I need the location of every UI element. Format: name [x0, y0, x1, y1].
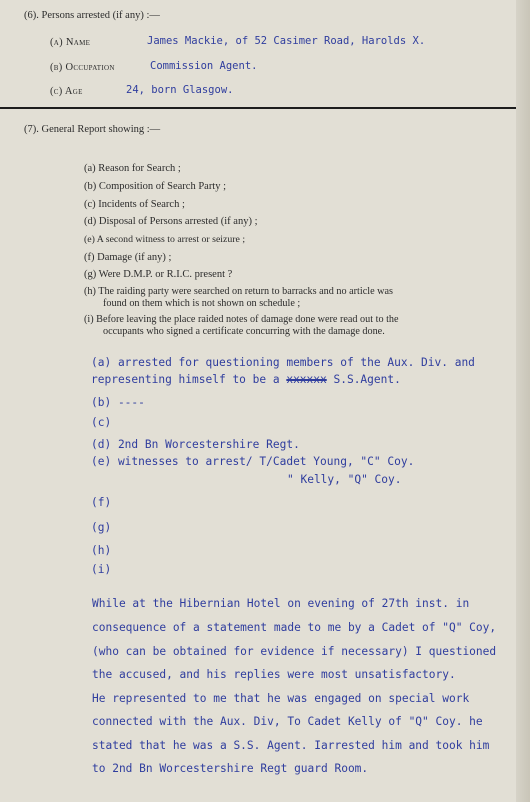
- struck-word: xxxxxx: [286, 373, 327, 386]
- answer-a-line1: (a) arrested for questioning members of the Aux. Div. and: [91, 356, 475, 369]
- answer-i: (i): [91, 563, 112, 576]
- answer-d: (d) 2nd Bn Worcestershire Regt.: [91, 438, 300, 451]
- occupation-label: (b) Occupation: [50, 62, 115, 73]
- name-value: James Mackie, of 52 Casimer Road, Harolds X.: [147, 35, 426, 47]
- answer-g: (g): [91, 521, 112, 534]
- report-item-i-line1: (i) Before leaving the place raided notes of damage done were read out to the: [84, 314, 399, 325]
- answer-f: (f): [91, 496, 112, 509]
- answer-h: (h): [91, 544, 112, 557]
- report-item-g: (g) Were D.M.P. or R.I.C. present ?: [84, 269, 233, 280]
- narrative-line-3: (who can be obtained for evidence if necessary) I questioned: [92, 645, 497, 658]
- narrative-line-4: the accused, and his replies were most unsatisfactory.: [92, 668, 456, 681]
- page-edge: [516, 0, 530, 802]
- answer-c: (c): [91, 416, 112, 429]
- answer-a-line2: representing himself to be a xxxxxx S.S.Agent.: [91, 373, 401, 386]
- answer-e-line1: (e) witnesses to arrest/ T/Cadet Young, "C" Coy.: [91, 455, 415, 468]
- report-item-h-line1: (h) The raiding party were searched on return to barracks and no article was: [84, 286, 393, 297]
- section-divider: [0, 107, 530, 109]
- report-item-h-line2: found on them which is not shown on schedule ;: [103, 298, 301, 309]
- report-item-e: (e) A second witness to arrest or seizure ;: [84, 234, 246, 245]
- report-item-f: (f) Damage (if any) ;: [84, 252, 172, 263]
- report-item-b: (b) Composition of Search Party ;: [84, 181, 227, 192]
- answer-e-line2: " Kelly, "Q" Coy.: [287, 473, 402, 486]
- section6-heading: (6). Persons arrested (if any) :—: [24, 10, 160, 21]
- narrative-line-8: to 2nd Bn Worcestershire Regt guard Room.: [92, 762, 369, 775]
- age-value: 24, born Glasgow.: [126, 84, 234, 96]
- occupation-value: Commission Agent.: [150, 60, 258, 72]
- section7-heading: (7). General Report showing :—: [24, 124, 161, 135]
- report-item-i-line2: occupants who signed a certificate concurring with the damage done.: [103, 326, 385, 337]
- narrative-line-6: connected with the Aux. Div, To Cadet Kelly of "Q" Coy. he: [92, 715, 483, 728]
- narrative-line-5: He represented to me that he was engaged on special work: [92, 692, 470, 705]
- narrative-line-7: stated that he was a S.S. Agent. Iarrested him and took him: [92, 739, 490, 752]
- answer-b: (b) ----: [91, 396, 145, 409]
- report-item-c: (c) Incidents of Search ;: [84, 199, 185, 210]
- report-item-a: (a) Reason for Search ;: [84, 163, 181, 174]
- narrative-line-1: While at the Hibernian Hotel on evening of 27th inst. in: [92, 597, 470, 610]
- age-label: (c) Age: [50, 86, 83, 97]
- narrative-line-2: consequence of a statement made to me by a Cadet of "Q" Coy,: [92, 621, 497, 634]
- name-label: (a) Name: [50, 37, 91, 48]
- report-item-d: (d) Disposal of Persons arrested (if any) ;: [84, 216, 258, 227]
